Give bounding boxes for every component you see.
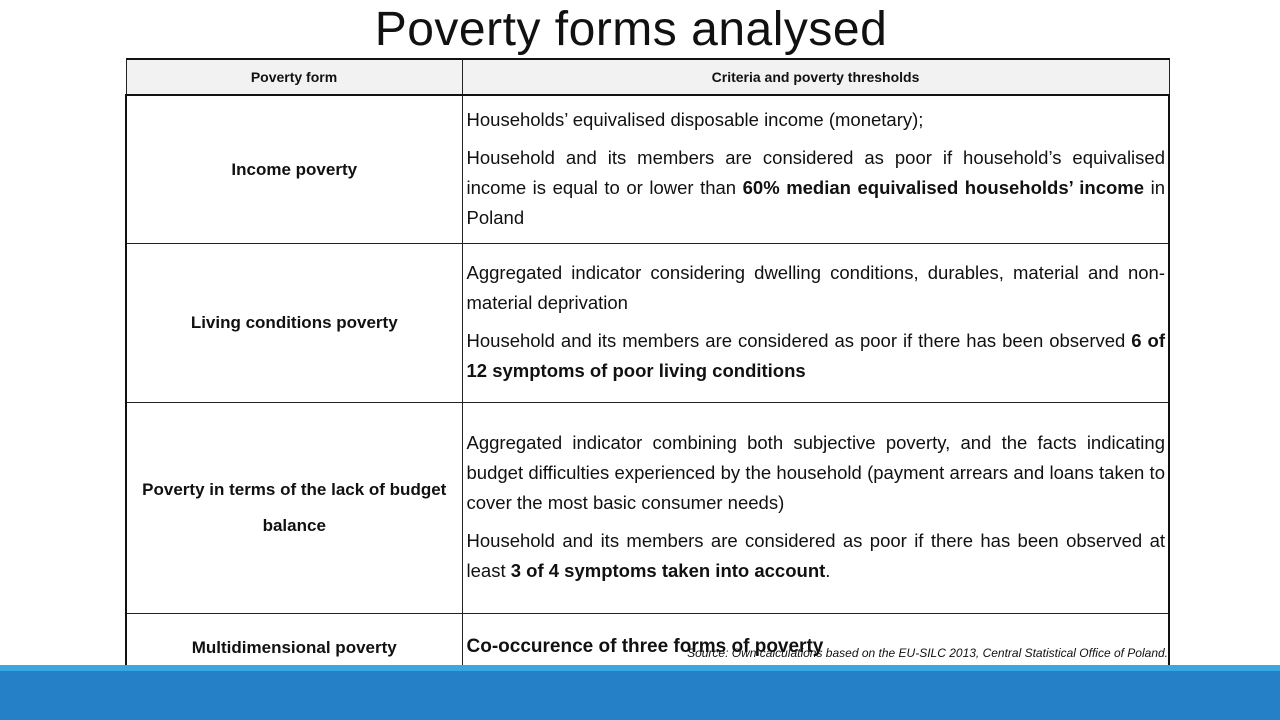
footer-band [0, 671, 1280, 720]
row-form-living: Living conditions poverty [126, 244, 462, 403]
criteria-text: Household and its members are considered as poor if household’s equivalised income is equal to or lower than 60% median equivalised households’ income in Poland [466, 146, 1165, 228]
row-form-multidimensional: Multidimensional poverty [126, 614, 462, 684]
row-criteria-income [462, 95, 1169, 244]
slide-title: Poverty forms analysed [374, 3, 888, 56]
row-criteria-budget [462, 403, 1169, 614]
criteria-text: Household and its members are considered as poor if there has been observed 6 of 12 symptoms of poor living conditions [466, 330, 1165, 381]
header-criteria: Criteria and poverty thresholds [462, 59, 1169, 95]
criteria-text: Aggregated indicator combining both subjective poverty, and the facts indicating budget difficulties experienced by the household (payment arrears and loans taken to cover the most basic consumer needs) [466, 432, 1165, 513]
row-form-income: Income poverty [126, 95, 462, 244]
table-row [126, 244, 1169, 403]
source-note: Source: Own calculations based on the EU-SILC 2013, Central Statistical Office of Poland. [687, 646, 1168, 660]
poverty-forms-table [125, 58, 1170, 684]
header-poverty-form: Poverty form [126, 59, 462, 95]
row-criteria-living [462, 244, 1169, 403]
criteria-text: Household and its members are considered as poor if there has been observed at least 3 of 4 symptoms taken into account. [466, 530, 1165, 581]
criteria-text: Households’ equivalised disposable income (monetary); [466, 108, 924, 130]
row-criteria-multidimensional: Co-occurence of three forms of poverty [462, 614, 1169, 684]
table-header-row [126, 59, 1169, 95]
row-form-budget: Poverty in terms of the lack of budget balance [126, 403, 462, 614]
table-row [126, 403, 1169, 614]
criteria-text: Aggregated indicator considering dwelling conditions, durables, material and non-material deprivation [466, 262, 1165, 313]
table-row [126, 95, 1169, 244]
